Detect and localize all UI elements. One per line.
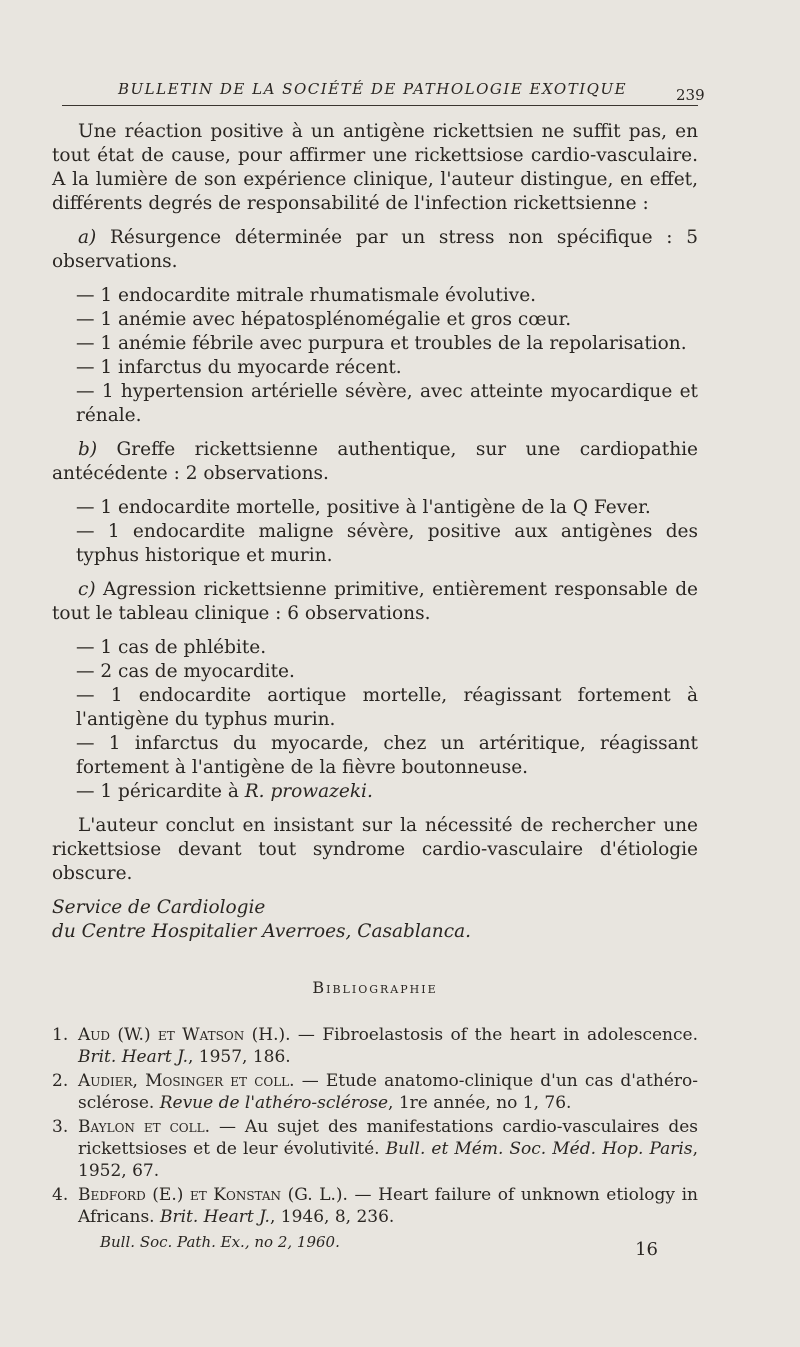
bibliography-title: Bibliographie — [312, 978, 438, 997]
c-last-prefix: — 1 péricardite à — [76, 781, 245, 802]
section-b — [52, 438, 698, 486]
header-rule — [62, 105, 698, 106]
running-header: BULLETIN DE LA SOCIÉTÉ DE PATHOLOGIE EXOTIQUE — [118, 80, 628, 98]
entry-details: , 1952, 67. — [78, 1139, 698, 1181]
page-footer — [52, 1230, 698, 1262]
entry-journal: Revue de l'athéro-sclérose — [159, 1093, 389, 1113]
section-c — [52, 578, 698, 626]
entry-details: , 1946, 8, 236. — [269, 1207, 395, 1227]
conclusion-paragraph: L'auteur conclut en insistant sur la nécessité de rechercher une rickettsiose devant tout syndrome cardio-vasculaire d'étiologie obscure. — [52, 815, 698, 884]
entry-authors: Audier, Mosinger et coll. — [78, 1071, 295, 1091]
section-b-text: Greffe rickettsienne authentique, sur une cardiopathie antécédente : 2 observations. — [52, 439, 698, 484]
intro-paragraph: Une réaction positive à un antigène rickettsien ne suffit pas, en tout état de cause, pour affirmer une rickettsiose cardio-vasculaire. A la lumière de son expérience clinique, l'auteur distingue, en effet, différents degrés de responsabilité de l'infection rickettsienne : — [52, 121, 698, 214]
entry-journal: Brit. Heart J. — [159, 1207, 270, 1227]
entry-title: — Fibroelastosis of the heart in adolescence. — [290, 1025, 698, 1045]
c-last-species: R. prowazeki. — [244, 781, 373, 802]
bibliography-entry — [52, 1024, 698, 1068]
section-a-label: a) — [78, 227, 97, 248]
a-item: — 1 infarctus du myocarde récent. — [76, 357, 402, 378]
entry-journal: Brit. Heart J. — [78, 1047, 188, 1067]
entry-authors: Aud (W.) et Watson (H.). — [78, 1025, 291, 1045]
a-item: — 1 endocardite mitrale rhumatismale évolutive. — [76, 285, 537, 306]
c-item: — 2 cas de myocardite. — [76, 661, 295, 682]
bibliography-entry — [52, 1184, 698, 1228]
entry-title: — Etude anatomo-clinique d'un cas d'athéro-sclérose. — [78, 1071, 699, 1113]
signature-line-2: du Centre Hospitalier Averroes, Casablanca. — [52, 921, 471, 942]
entry-number: 1. — [52, 1025, 69, 1045]
section-b-label: b) — [78, 439, 98, 460]
b-item: — 1 endocardite mortelle, positive à l'antigène de la Q Fever. — [76, 497, 651, 518]
c-item: — 1 cas de phlébite. — [76, 637, 267, 658]
bibliography-entry — [52, 1116, 698, 1182]
entry-title: — Au sujet des manifestations cardio-vasculaires des rickettsioses et de leur évolutivité. — [78, 1117, 698, 1159]
entry-authors: Bedford (E.) et Konstan (G. L.). — [78, 1185, 348, 1205]
a-item: — 1 anémie avec hépatosplénomégalie et gros cœur. — [76, 309, 572, 330]
b-item: — 1 endocardite maligne sévère, positive aux antigènes des typhus historique et murin. — [76, 521, 698, 566]
section-c-text: Agression rickettsienne primitive, entièrement responsable de tout le tableau clinique : 6 observations. — [52, 579, 698, 624]
entry-journal: Bull. et Mém. Soc. Méd. Hop. Paris — [385, 1139, 693, 1159]
signature-line-1: Service de Cardiologie — [52, 897, 266, 918]
entry-number: 4. — [52, 1185, 69, 1205]
bibliography-list — [52, 1024, 698, 1228]
entry-number: 2. — [52, 1071, 69, 1091]
c-item: — 1 endocardite aortique mortelle, réagissant fortement à l'antigène du typhus murin. — [76, 685, 698, 730]
bibliography-entry — [52, 1070, 698, 1114]
entry-title: — Heart failure of unknown etiology in Africans. — [78, 1185, 698, 1227]
signature-number: 16 — [635, 1239, 658, 1260]
entry-number: 3. — [52, 1117, 69, 1137]
section-c-label: c) — [78, 579, 96, 600]
a-item: — 1 hypertension artérielle sévère, avec atteinte myocardique et rénale. — [76, 381, 698, 426]
section-a-text: Résurgence déterminée par un stress non spécifique : 5 observations. — [52, 227, 698, 272]
page-number: 239 — [676, 86, 705, 104]
c-item: — 1 infarctus du myocarde, chez un artéritique, réagissant fortement à l'antigène de la fièvre boutonneuse. — [76, 733, 698, 778]
entry-details: , 1re année, no 1, 76. — [388, 1093, 572, 1113]
footer-citation: Bull. Soc. Path. Ex., no 2, 1960. — [100, 1233, 340, 1251]
a-item: — 1 anémie fébrile avec purpura et troubles de la repolarisation. — [76, 333, 687, 354]
body-text — [52, 120, 698, 1262]
entry-authors: Baylon et coll. — [78, 1117, 210, 1137]
c-item — [52, 780, 698, 804]
entry-details: , 1957, 186. — [187, 1047, 291, 1067]
section-a — [52, 226, 698, 274]
